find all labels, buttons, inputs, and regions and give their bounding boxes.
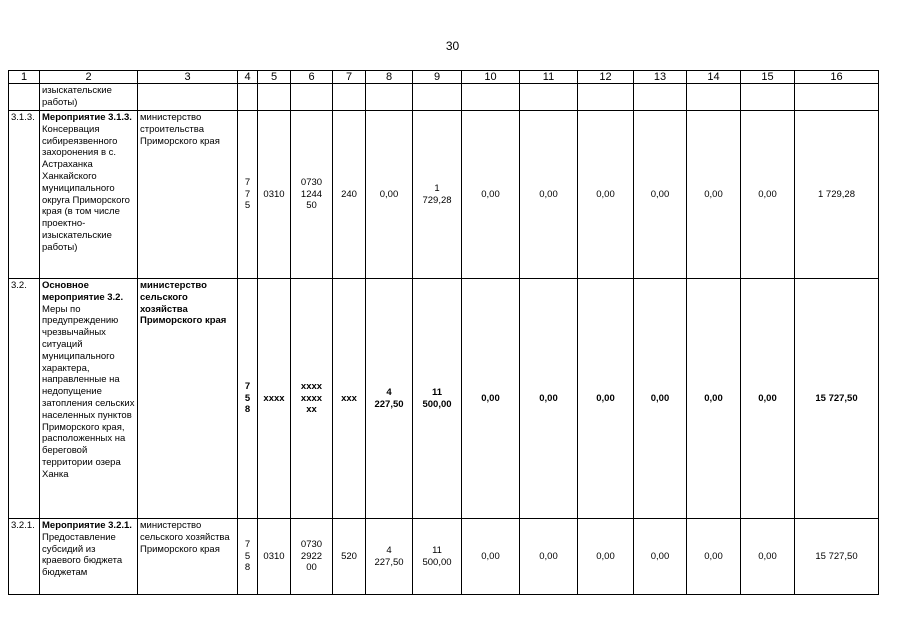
value-cell: 4 227,50	[366, 279, 413, 519]
code-rzpr: xxxx	[258, 279, 291, 519]
value-cell: 0,00	[687, 519, 741, 595]
measure-text: Консервация сибиреязвенного захоронения в с. Астраханка Ханкайского муниципального округа Приморского края (в том числе проектно-изыскательские работы)	[42, 123, 130, 253]
table-row	[9, 519, 879, 595]
value-cell: 0,00	[462, 279, 520, 519]
row-index: 3.1.3.	[9, 111, 40, 279]
value-cell: 11 500,00	[413, 279, 462, 519]
code-csr: 0730 2922 00	[291, 519, 333, 595]
column-header: 1	[9, 71, 40, 84]
value-cell: 0,00	[741, 279, 795, 519]
code-rzpr: 0310	[258, 111, 291, 279]
value-cell: 0,00	[741, 111, 795, 279]
total-cell: 15 727,50	[795, 279, 879, 519]
value-cell: 0,00	[741, 519, 795, 595]
column-header: 14	[687, 71, 741, 84]
column-header: 16	[795, 71, 879, 84]
value-cell: 0,00	[462, 519, 520, 595]
measure-title: Основное мероприятие 3.2.	[42, 280, 124, 303]
value-cell: 4 227,50	[366, 519, 413, 595]
table-row	[9, 111, 879, 279]
row-description	[40, 279, 138, 519]
value-cell: 0,00	[520, 279, 578, 519]
code-vr: 240	[333, 111, 366, 279]
column-header: 15	[741, 71, 795, 84]
value-cell: 0,00	[687, 279, 741, 519]
row-executor	[138, 84, 238, 111]
value-cell: 0,00	[578, 279, 634, 519]
total-cell: 1 729,28	[795, 111, 879, 279]
code-gr: 7 5 8	[238, 279, 258, 519]
column-header: 7	[333, 71, 366, 84]
value-cell: 0,00	[578, 111, 634, 279]
column-header: 8	[366, 71, 413, 84]
value-cell: 0,00	[687, 111, 741, 279]
value-cell: 0,00	[634, 279, 687, 519]
row-executor: министерство строительства Приморского края	[138, 111, 238, 279]
budget-table	[8, 70, 879, 595]
value-cell: 0,00	[520, 111, 578, 279]
column-header: 5	[258, 71, 291, 84]
code-gr: 7 7 5	[238, 111, 258, 279]
column-header: 6	[291, 71, 333, 84]
row-executor: министерство сельского хозяйства Приморского края	[138, 519, 238, 595]
row-executor: министерство сельского хозяйства Приморского края	[138, 279, 238, 519]
value-cell: 0,00	[634, 111, 687, 279]
row-description	[40, 111, 138, 279]
table-row	[9, 84, 879, 111]
column-header: 12	[578, 71, 634, 84]
row-index	[9, 84, 40, 111]
measure-text: Меры по предупреждению чрезвычайных ситуаций муниципального характера, направленные на недопущение затопления сельских населенных пунктов Приморского края, расположенных на береговой территории озера Ханка	[42, 303, 135, 480]
table-header-row	[9, 71, 879, 84]
code-vr: xxx	[333, 279, 366, 519]
table-row	[9, 279, 879, 519]
row-index: 3.2.	[9, 279, 40, 519]
code-vr: 520	[333, 519, 366, 595]
measure-text: Предоставление субсидий из краевого бюджета бюджетам	[42, 531, 123, 579]
code-csr: xxxx xxxx xx	[291, 279, 333, 519]
value-cell: 1 729,28	[413, 111, 462, 279]
column-header: 13	[634, 71, 687, 84]
row-index: 3.2.1.	[9, 519, 40, 595]
code-csr: 0730 1244 50	[291, 111, 333, 279]
code-rzpr: 0310	[258, 519, 291, 595]
total-cell: 15 727,50	[795, 519, 879, 595]
value-cell: 0,00	[578, 519, 634, 595]
row-description	[40, 519, 138, 595]
column-header: 4	[238, 71, 258, 84]
column-header: 3	[138, 71, 238, 84]
column-header: 9	[413, 71, 462, 84]
code-gr: 7 5 8	[238, 519, 258, 595]
column-header: 2	[40, 71, 138, 84]
measure-title: Мероприятие 3.1.3.	[42, 112, 132, 123]
value-cell: 0,00	[462, 111, 520, 279]
row-description: изыскательские работы)	[40, 84, 138, 111]
measure-title: Мероприятие 3.2.1.	[42, 520, 132, 531]
page-number: 30	[445, 39, 460, 53]
value-cell: 0,00	[520, 519, 578, 595]
value-cell: 0,00	[366, 111, 413, 279]
column-header: 11	[520, 71, 578, 84]
value-cell: 11 500,00	[413, 519, 462, 595]
value-cell: 0,00	[634, 519, 687, 595]
column-header: 10	[462, 71, 520, 84]
